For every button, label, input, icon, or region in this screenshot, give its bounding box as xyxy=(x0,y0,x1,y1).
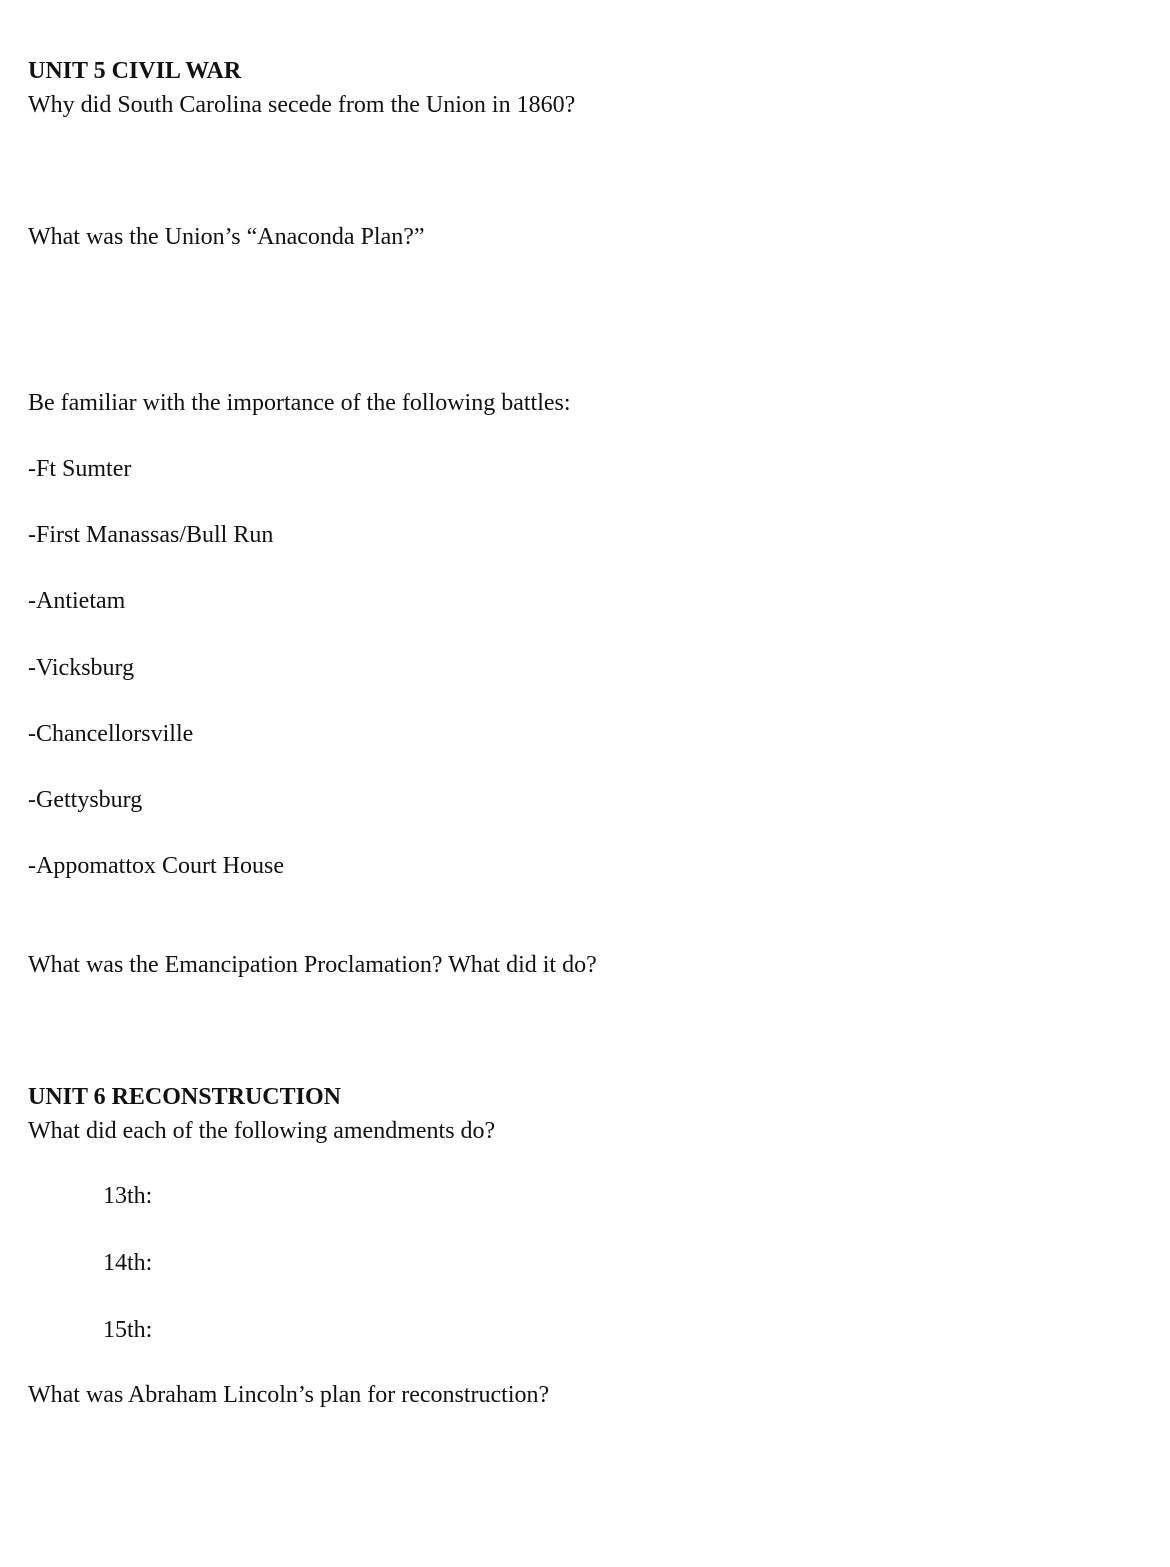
amendment-item: 13th: xyxy=(103,1183,153,1209)
battles-intro: Be familiar with the importance of the following battles: xyxy=(28,390,571,416)
battle-item: -Appomattox Court House xyxy=(28,853,284,879)
amendment-item: 14th: xyxy=(103,1250,153,1276)
unit6-heading: UNIT 6 RECONSTRUCTION xyxy=(28,1084,341,1110)
battle-item: -Antietam xyxy=(28,588,126,614)
battle-item: -Gettysburg xyxy=(28,787,143,813)
question-secede: Why did South Carolina secede from the Union in 1860? xyxy=(28,92,576,118)
amendment-item: 15th: xyxy=(103,1317,153,1343)
battle-item: -Ft Sumter xyxy=(28,456,132,482)
unit5-heading: UNIT 5 CIVIL WAR xyxy=(28,58,242,84)
question-emancipation: What was the Emancipation Proclamation? What did it do? xyxy=(28,952,597,978)
question-amendments: What did each of the following amendments do? xyxy=(28,1118,496,1144)
question-lincoln-plan: What was Abraham Lincoln’s plan for reconstruction? xyxy=(28,1382,550,1408)
battle-item: -First Manassas/Bull Run xyxy=(28,522,274,548)
question-anaconda-plan: What was the Union’s “Anaconda Plan?” xyxy=(28,224,425,250)
battle-item: -Chancellorsville xyxy=(28,721,194,747)
battle-item: -Vicksburg xyxy=(28,655,135,681)
